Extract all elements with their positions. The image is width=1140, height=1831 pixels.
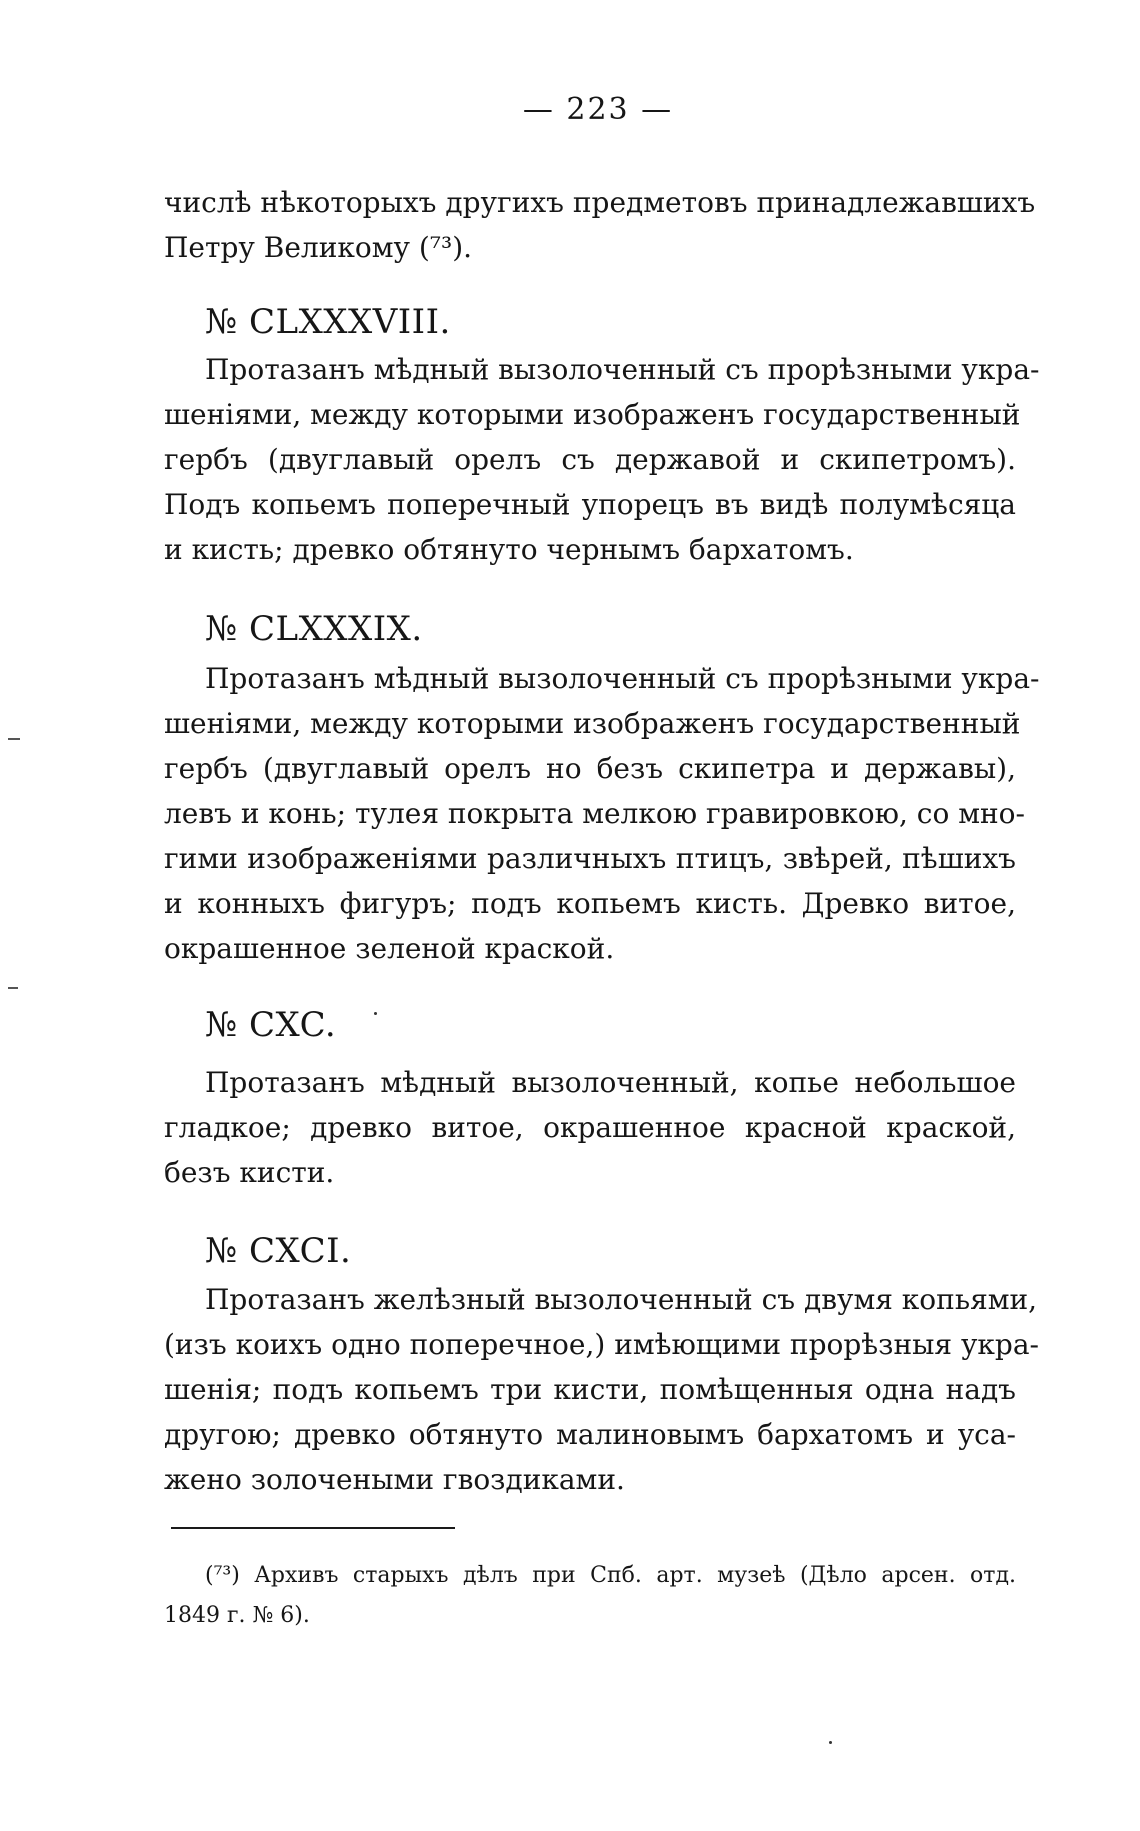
scan-speck (829, 1741, 832, 1744)
paragraph-line: шенія; подъ копьемъ три кисти, помѣщенныя одна надъ (164, 1373, 1016, 1406)
paragraph-line: жено золочеными гвоздиками. (164, 1463, 625, 1496)
paragraph-line: другою; древко обтянуто малиновымъ бархатомъ и уса- (164, 1418, 1016, 1451)
paragraph-line: шеніями, между которыми изображенъ государственный (164, 707, 1021, 740)
paragraph-line: левъ и конь; тулея покрыта мелкою гравировкою, со мно- (164, 797, 1025, 830)
footnote-line: (⁷³) Архивъ старыхъ дѣлъ при Спб. арт. музеѣ (Дѣло арсен. отд. (205, 1563, 1016, 1588)
entry-heading-189: № CLXXXIX. (205, 609, 423, 649)
paragraph-line: Петру Великому (⁷³). (164, 231, 473, 264)
paragraph-line: Протазанъ мѣдный вызолоченный съ прорѣзными укра- (205, 662, 1040, 695)
entry-paragraph-189 (164, 656, 1040, 971)
paragraph-line: гербъ (двуглавый орелъ но безъ скипетра и державы), (164, 752, 1016, 785)
paragraph-line: гладкое; древко витое, окрашенное красной краской, (164, 1111, 1016, 1144)
margin-mark (8, 987, 18, 989)
paragraph-line: и кисть; древко обтянуто чернымъ бархатомъ. (164, 533, 854, 566)
opening-paragraph (164, 180, 1036, 270)
paragraph-line: шеніями, между которыми изображенъ государственный (164, 398, 1021, 431)
entry-paragraph-190 (164, 1060, 1016, 1195)
footnote-line: 1849 г. № 6). (164, 1603, 310, 1628)
paragraph-line: и конныхъ фигуръ; подъ копьемъ кисть. Древко витое, (164, 887, 1016, 920)
entry-paragraph-188 (164, 347, 1040, 572)
paragraph-line: гербъ (двуглавый орелъ съ державой и скипетромъ). (164, 443, 1016, 476)
entry-paragraph-191 (164, 1277, 1040, 1502)
scan-speck (374, 1012, 377, 1015)
footnote (164, 1556, 1016, 1636)
footnote-rule (171, 1527, 455, 1529)
paragraph-line: числѣ нѣкоторыхъ другихъ предметовъ принадлежавшихъ (164, 186, 1036, 219)
paragraph-line: Протазанъ мѣдный вызолоченный съ прорѣзными укра- (205, 353, 1040, 386)
paragraph-line: Подъ копьемъ поперечный упорецъ въ видѣ полумѣсяца (164, 488, 1016, 521)
paragraph-line: Протазанъ желѣзный вызолоченный съ двумя копьями, (205, 1283, 1038, 1316)
entry-heading-188: № CLXXXVIII. (205, 302, 451, 342)
entry-heading-191: № CXCI. (205, 1231, 352, 1271)
paragraph-line: (изъ коихъ одно поперечное,) имѣющими прорѣзныя укра- (164, 1328, 1040, 1361)
paragraph-line: окрашенное зеленой краской. (164, 932, 615, 965)
margin-mark (8, 738, 20, 740)
paragraph-line: безъ кисти. (164, 1156, 335, 1189)
page-number: — 223 — (522, 92, 674, 127)
paragraph-line: Протазанъ мѣдный вызолоченный, копье небольшое (205, 1066, 1016, 1099)
paragraph-line: гими изображеніями различныхъ птицъ, звѣрей, пѣшихъ (164, 842, 1016, 875)
entry-heading-190: № CXC. (205, 1005, 337, 1045)
